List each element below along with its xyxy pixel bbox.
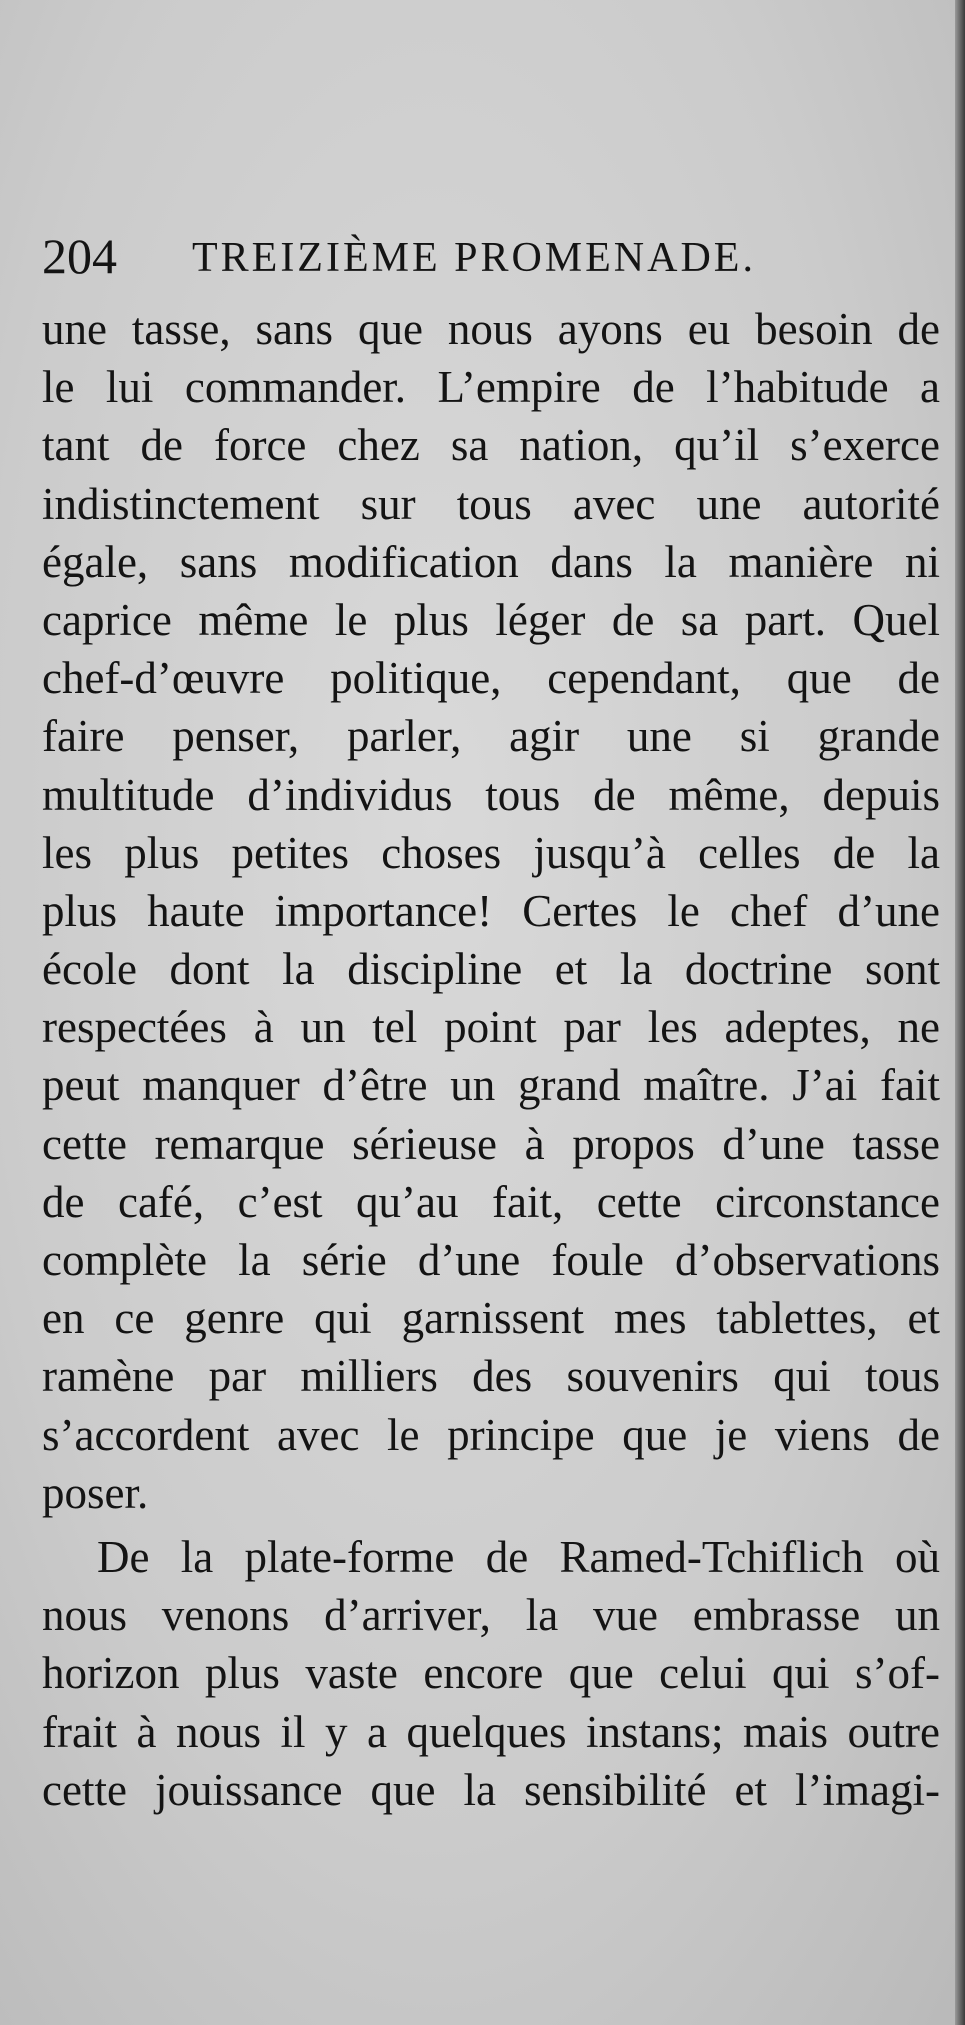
text-line: De la plate-forme de Ramed-Tchiflich où (97, 1531, 940, 1582)
text-line: ramène par milliers des souvenirs qui tous (42, 1351, 940, 1402)
paragraph-1 (42, 300, 940, 1522)
text-line: nous venons d’arriver, la vue embrasse un (42, 1590, 940, 1641)
page-header (42, 218, 922, 288)
text-line: le lui commander. L’empire de l’habitude a (42, 362, 940, 413)
text-line: caprice même le plus léger de sa part. Quel (42, 594, 940, 645)
text-line: tant de force chez sa nation, qu’il s’exerce (42, 420, 940, 471)
text-line: faire penser, parler, agir une si grande (42, 711, 940, 762)
text-line: multitude d’individus tous de même, depuis (42, 769, 940, 820)
text-line: plus haute importance! Certes le chef d’une (42, 885, 940, 936)
text-line: poser. (42, 1467, 149, 1518)
text-line: peut manquer d’être un grand maître. J’ai fait (42, 1060, 940, 1111)
text-line: s’accordent avec le principe que je viens de (42, 1409, 940, 1460)
text-line: école dont la discipline et la doctrine sont (42, 944, 940, 995)
text-line: égale, sans modification dans la manière ni (42, 536, 940, 587)
text-line: respectées à un tel point par les adeptes, ne (42, 1002, 940, 1053)
text-line: chef-d’œuvre politique, cependant, que de (42, 653, 940, 704)
page-number: 204 (42, 228, 117, 284)
text-line: de café, c’est qu’au fait, cette circonstance (42, 1176, 940, 1227)
text-line: en ce genre qui garnissent mes tablettes, et (42, 1293, 940, 1344)
text-line: frait à nous il y a quelques instans; mais outre (42, 1706, 940, 1757)
text-line: cette jouissance que la sensibilité et l’imagi- (42, 1764, 940, 1815)
body-text (42, 300, 940, 1819)
running-title: TREIZIÈME PROMENADE. (192, 235, 756, 281)
page-edge-shadow (955, 0, 965, 2025)
text-line: indistinctement sur tous avec une autorité (42, 478, 940, 529)
text-line: horizon plus vaste encore que celui qui s’of- (42, 1648, 940, 1699)
text-line: cette remarque sérieuse à propos d’une tasse (42, 1118, 940, 1169)
text-line: les plus petites choses jusqu’à celles de la (42, 827, 940, 878)
paragraph-2 (42, 1528, 940, 1819)
text-line: une tasse, sans que nous ayons eu besoin de (42, 304, 940, 354)
text-line: complète la série d’une foule d’observations (42, 1235, 940, 1285)
